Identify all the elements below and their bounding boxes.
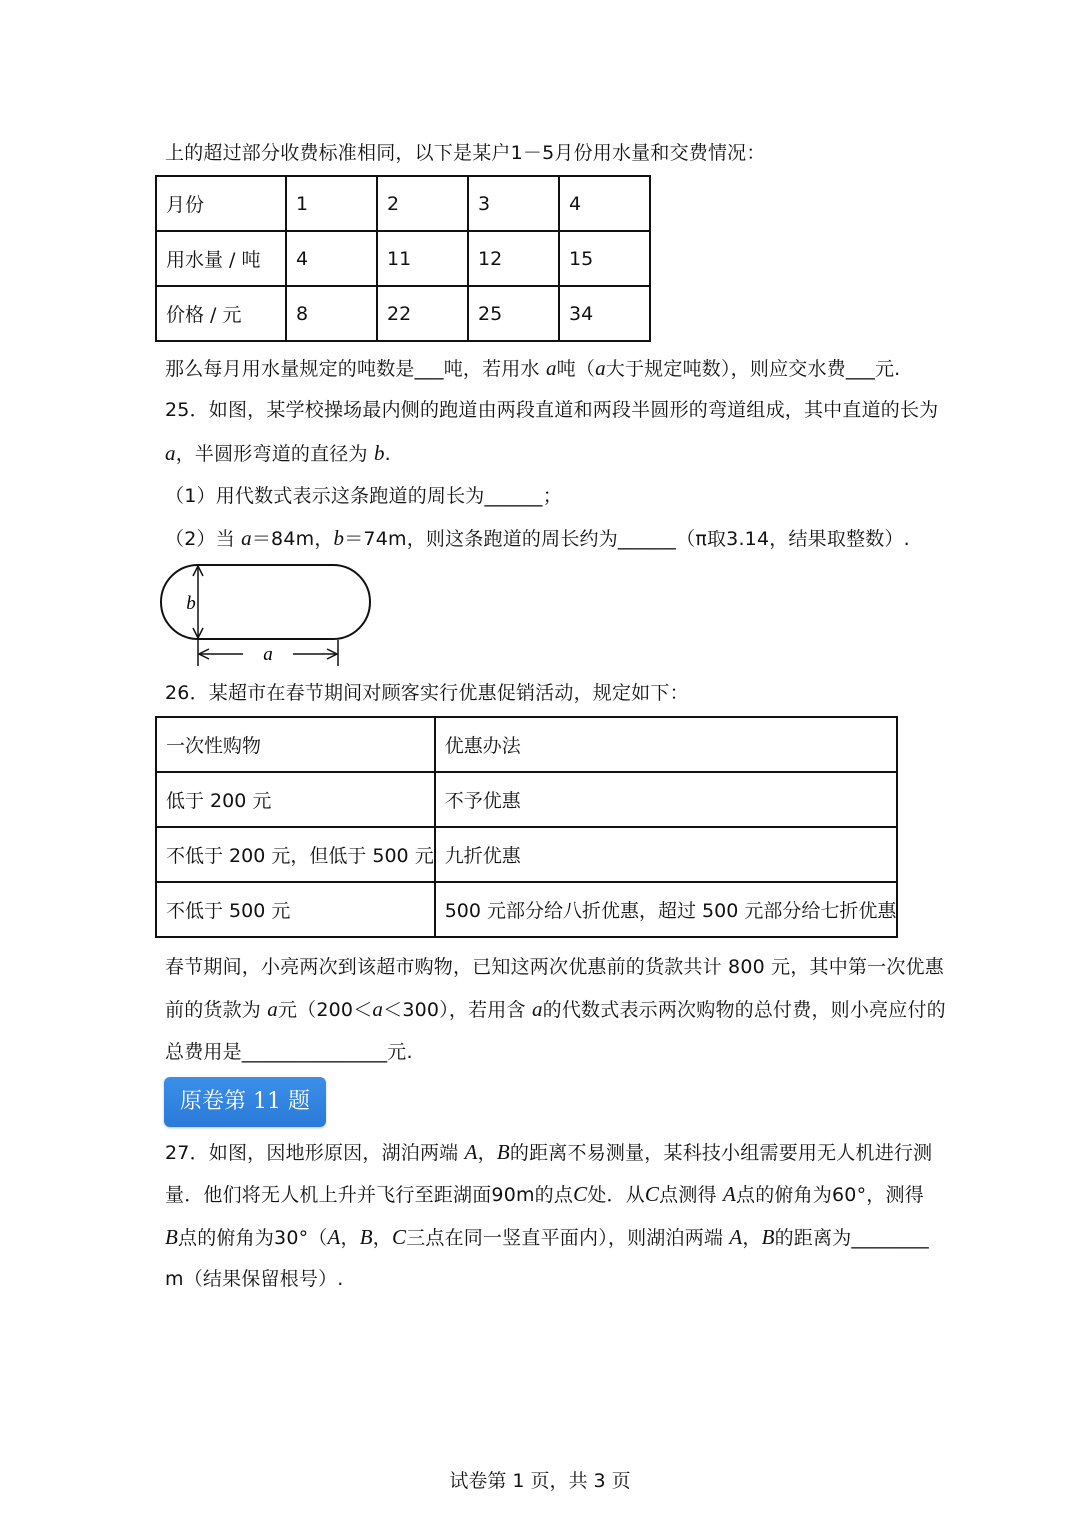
q26-intro: 26．某超市在春节期间对顾客实行优惠促销活动，规定如下：: [165, 682, 689, 704]
table-cell: 优惠办法: [435, 717, 898, 772]
math-var: B: [761, 1225, 775, 1249]
table-row: [156, 827, 897, 882]
math-var: a: [267, 997, 278, 1021]
math-var: C: [391, 1225, 407, 1249]
table-cell: 一次性购物: [156, 717, 435, 772]
page-footer: 试卷第 1 页，共 3 页: [449, 1470, 631, 1492]
math-var: a: [595, 356, 606, 380]
text-segment: ＝84m，: [251, 528, 334, 550]
text-segment: 点测得: [659, 1184, 723, 1206]
text-segment: 大于规定吨数），则应交水费___元.: [605, 358, 901, 380]
text-segment: 的代数式表示两次购物的总付费，则小亮应付的: [542, 999, 946, 1021]
math-var: A: [729, 1225, 743, 1249]
math-var: a: [531, 997, 543, 1021]
q25-line1: 25．如图，某学校操场最内侧的跑道由两段直道和两段半圆形的弯道组成，其中直道的长为: [165, 399, 939, 421]
table-cell: 不低于 500 元: [156, 882, 435, 937]
table-cell: 价格 / 元: [156, 286, 286, 341]
table-cell: 22: [377, 286, 468, 341]
text-segment: 前的货款为: [165, 999, 268, 1021]
table-cell: 25: [468, 286, 559, 341]
water-usage-table: [155, 175, 651, 342]
table-cell: 3: [468, 176, 559, 231]
table-cell: 2: [377, 176, 468, 231]
table-cell: 低于 200 元: [156, 772, 435, 827]
q24-answer-line: [165, 356, 900, 381]
math-var: b: [333, 526, 345, 550]
math-var: B: [165, 1225, 179, 1249]
table-cell: 不予优惠: [435, 772, 898, 827]
table-cell: 15: [559, 231, 650, 286]
text-segment: 处．从: [587, 1184, 645, 1206]
table-row: [156, 882, 897, 937]
table-cell: 12: [468, 231, 559, 286]
math-var: A: [722, 1182, 737, 1206]
text-segment: ，: [340, 1227, 360, 1249]
original-question-tag-button[interactable]: 原卷第 11 题: [164, 1077, 326, 1127]
q27-line3: [165, 1225, 929, 1250]
q27-line2: [165, 1182, 924, 1207]
table-cell: 月份: [156, 176, 286, 231]
text-segment: 量．他们将无人机上升并飞行至距湖面90m的点: [165, 1184, 574, 1206]
table-cell: 九折优惠: [435, 827, 898, 882]
text-segment: ＝74m，则这条跑道的周长约为______（π取3.14，结果取整数）.: [344, 528, 910, 550]
intro-line: 上的超过部分收费标准相同，以下是某户1－5月份用水量和交费情况：: [165, 142, 766, 164]
text-segment: .: [384, 443, 391, 465]
table-cell: 4: [559, 176, 650, 231]
math-var: a: [545, 356, 557, 380]
table-cell: 不低于 200 元，但低于 500 元: [156, 827, 435, 882]
running-track-diagram: [158, 560, 383, 672]
text-segment: 元（200＜: [277, 999, 373, 1021]
table-cell: 4: [286, 231, 377, 286]
table-cell: 用水量 / 吨: [156, 231, 286, 286]
math-var: C: [644, 1182, 660, 1206]
table-cell: 34: [559, 286, 650, 341]
discount-table: [155, 716, 898, 938]
math-var: b: [373, 441, 385, 465]
label-b: b: [186, 593, 196, 614]
math-var: B: [496, 1140, 510, 1164]
text-segment: 的距离为________: [774, 1227, 930, 1249]
table-row: [156, 286, 650, 341]
text-segment: 那么每月用水量规定的吨数是___吨，若用水: [165, 358, 546, 380]
table-row: [156, 231, 650, 286]
math-var: A: [327, 1225, 341, 1249]
math-var: a: [241, 526, 252, 550]
table-cell: 11: [377, 231, 468, 286]
math-var: C: [573, 1182, 588, 1206]
table-row: [156, 772, 897, 827]
q26-line2: [165, 997, 946, 1022]
q25-part2: [165, 526, 910, 551]
text-segment: 三点在同一竖直平面内），则湖泊两端: [406, 1227, 730, 1249]
table-row: [156, 717, 897, 772]
table-cell: 500 元部分给八折优惠，超过 500 元部分给七折优惠: [435, 882, 898, 937]
q26-line1: 春节期间，小亮两次到该超市购物，已知这两次优惠前的货款共计 800 元，其中第一次优惠: [165, 956, 944, 978]
math-var: B: [359, 1225, 373, 1249]
q25-part1: （1）用代数式表示这条跑道的周长为______；: [165, 485, 562, 507]
text-segment: ，: [372, 1227, 392, 1249]
text-segment: ，: [742, 1227, 762, 1249]
math-var: A: [464, 1140, 478, 1164]
table-row: [156, 176, 650, 231]
q26-line3: 总费用是_______________元.: [165, 1041, 413, 1063]
math-var: a: [165, 441, 176, 465]
table-cell: 1: [286, 176, 377, 231]
text-segment: ，半圆形弯道的直径为: [175, 443, 374, 465]
math-var: a: [372, 997, 384, 1021]
text-segment: 点的俯角为30°（: [178, 1227, 328, 1249]
text-segment: 点的俯角为60°，测得: [736, 1184, 924, 1206]
q27-line4: m（结果保留根号）.: [165, 1268, 344, 1290]
text-segment: 吨（: [556, 358, 596, 380]
text-segment: （2）当: [165, 528, 242, 550]
text-segment: 的距离不易测量，某科技小组需要用无人机进行测: [509, 1142, 933, 1164]
q25-line2: [165, 441, 391, 466]
label-a: a: [263, 644, 273, 665]
text-segment: 27．如图，因地形原因，湖泊两端: [165, 1142, 465, 1164]
text-segment: ，: [477, 1142, 497, 1164]
q27-line1: [165, 1140, 932, 1165]
text-segment: ＜300），若用含: [383, 999, 532, 1021]
table-cell: 8: [286, 286, 377, 341]
